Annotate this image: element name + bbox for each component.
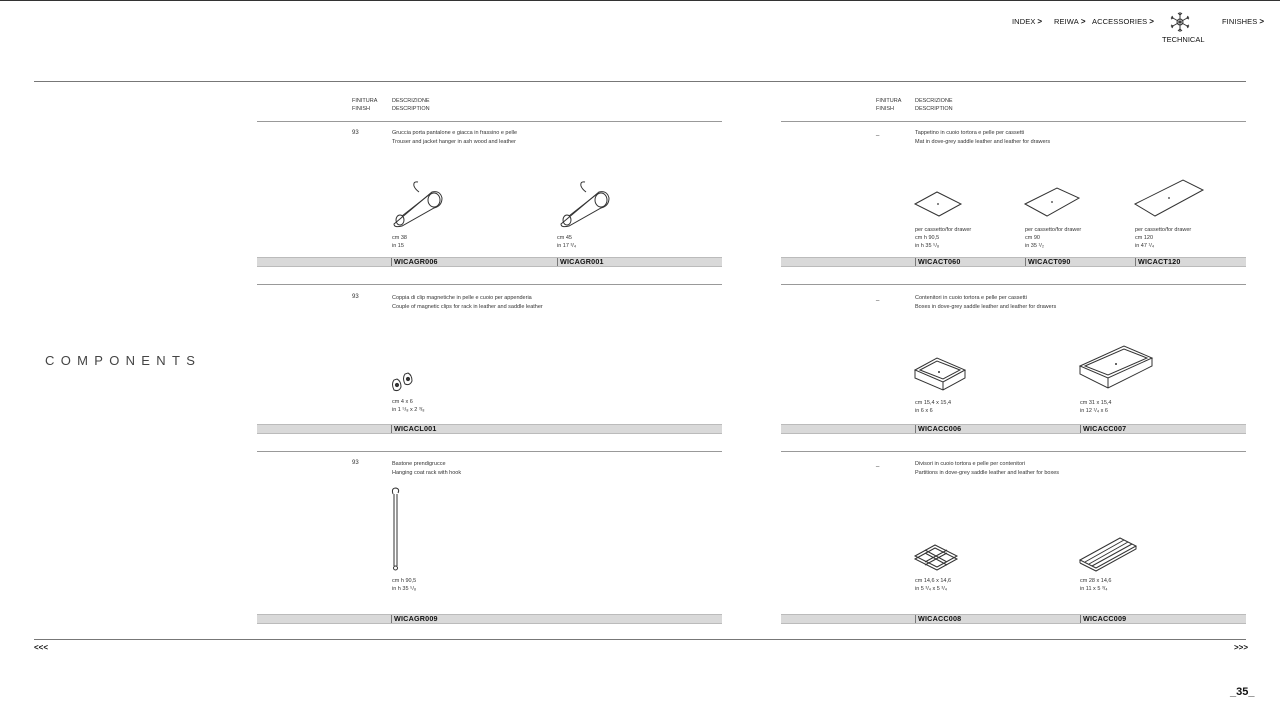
product-description bbox=[392, 294, 543, 311]
top-rule bbox=[34, 81, 1246, 82]
dimension-cm: cm 120 bbox=[1135, 235, 1154, 241]
section-divider bbox=[781, 284, 1246, 285]
chevron-right-icon: > bbox=[1037, 17, 1043, 26]
description-it: Bastone prendigrucce bbox=[392, 461, 446, 467]
dimension-cm: cm 45 bbox=[557, 235, 572, 241]
finish-code: _ bbox=[876, 295, 880, 301]
drawer-note: per cassetto/for drawer bbox=[1025, 227, 1082, 233]
dimensions bbox=[1080, 577, 1112, 593]
drawer-mat-illustration bbox=[913, 190, 963, 218]
drawer-note: per cassetto/for drawer bbox=[1135, 227, 1192, 233]
dimension-in: in 15 bbox=[392, 243, 404, 249]
nav-accessories-link[interactable] bbox=[1092, 17, 1154, 26]
finitura-label: FINITURA bbox=[876, 98, 902, 104]
box-illustration bbox=[1078, 344, 1154, 392]
dimension-in: in 6 x 6 bbox=[915, 408, 933, 414]
description-label: DESCRIPTION bbox=[915, 106, 953, 112]
product-code[interactable]: WICACC006 bbox=[915, 425, 961, 433]
finish-label: FINISH bbox=[876, 106, 895, 112]
dimension-in: in 17 ³/₄ bbox=[557, 243, 577, 249]
description-it: Tappetino in cuoio tortora e pelle per cassetti bbox=[915, 130, 1025, 136]
right-description-header bbox=[915, 97, 953, 113]
code-band bbox=[257, 424, 722, 434]
nav-reiwa-label: REIWA bbox=[1054, 17, 1079, 26]
product-description bbox=[915, 460, 1059, 477]
drawer-mat-illustration bbox=[1133, 178, 1205, 218]
dimension-in: in 5 ³/₄ x 5 ³/₄ bbox=[915, 586, 947, 592]
dimensions bbox=[915, 399, 951, 415]
partition-illustration bbox=[1078, 534, 1138, 574]
description-en: Mat in dove-grey saddle leather and leather for drawers bbox=[915, 138, 1051, 145]
section-divider bbox=[257, 451, 722, 452]
product-code[interactable]: WICACC007 bbox=[1080, 425, 1126, 433]
hanger-illustration bbox=[388, 180, 446, 230]
code-band bbox=[781, 424, 1246, 434]
chevron-right-icon: > bbox=[1259, 17, 1265, 26]
product-code[interactable]: WICACL001 bbox=[391, 425, 437, 433]
section-divider bbox=[781, 121, 1246, 122]
code-band bbox=[257, 257, 722, 267]
code-band bbox=[781, 614, 1246, 624]
nav-finishes-label: FINISHES bbox=[1222, 17, 1258, 26]
finish-code: 93 bbox=[352, 130, 359, 136]
section-title: COMPONENTS bbox=[45, 353, 202, 368]
dimensions bbox=[392, 398, 425, 414]
product-description bbox=[915, 129, 1050, 146]
section-divider bbox=[781, 451, 1246, 452]
page-number: _35_ bbox=[1230, 686, 1255, 698]
nav-technical-label[interactable]: TECHNICAL bbox=[1162, 35, 1205, 44]
description-it: Gruccia porta pantalone e giacca in frassino e pelle bbox=[392, 130, 518, 136]
dimension-cm: cm 28 x 14,6 bbox=[1080, 578, 1112, 584]
description-it: Coppia di clip magnetiche in pelle e cuoio per appenderia bbox=[392, 295, 532, 301]
coat-rack-illustration bbox=[389, 486, 401, 572]
product-description bbox=[392, 129, 517, 146]
descrizione-label: DESCRIZIONE bbox=[915, 98, 953, 104]
product-code[interactable]: WICACC009 bbox=[1080, 615, 1126, 623]
finish-code: 93 bbox=[352, 460, 359, 466]
page-number-value: 35 bbox=[1236, 686, 1249, 698]
dimensions bbox=[557, 234, 576, 250]
nav-reiwa-link[interactable] bbox=[1054, 17, 1086, 26]
product-code[interactable]: WICACT090 bbox=[1025, 258, 1071, 266]
description-it: Contenitori in cuoio tortora e pelle per cassetti bbox=[915, 295, 1027, 301]
dimension-in: in h 35 ⁵/₈ bbox=[915, 243, 940, 249]
description-en: Partitions in dove-grey saddle leather and leather for boxes bbox=[915, 469, 1060, 476]
description-en: Couple of magnetic clips for rack in leather and saddle leather bbox=[392, 303, 543, 310]
finitura-label: FINITURA bbox=[352, 98, 378, 104]
product-code[interactable]: WICAGR001 bbox=[557, 258, 604, 266]
dimension-in: in 12 ¹/₄ x 6 bbox=[1080, 408, 1108, 414]
product-code[interactable]: WICACT120 bbox=[1135, 258, 1181, 266]
finish-label: FINISH bbox=[352, 106, 371, 112]
code-band bbox=[257, 614, 722, 624]
product-code[interactable]: WICACT060 bbox=[915, 258, 961, 266]
dimensions bbox=[1025, 226, 1081, 250]
dimension-in: in 47 ¹/₄ bbox=[1135, 243, 1155, 249]
description-en: Boxes in dove-grey saddle leather and leather for drawers bbox=[915, 303, 1057, 310]
hanger-illustration bbox=[555, 180, 613, 230]
dimension-in: in 1 ⁵/₈ x 2 ³/₈ bbox=[392, 407, 425, 413]
left-finish-header bbox=[352, 97, 377, 113]
dimension-cm: cm 15,4 x 15,4 bbox=[915, 400, 952, 406]
dimension-in: in h 35 ⁵/₈ bbox=[392, 586, 417, 592]
dimensions bbox=[392, 234, 407, 250]
dimensions bbox=[1135, 226, 1191, 250]
left-description-header bbox=[392, 97, 430, 113]
description-en: Hanging coat rack with hook bbox=[392, 469, 462, 476]
chevron-right-icon: > bbox=[1080, 17, 1086, 26]
dimension-cm: cm 90 bbox=[1025, 235, 1040, 241]
section-divider bbox=[257, 121, 722, 122]
chevron-right-icon: > bbox=[1149, 17, 1155, 26]
drawer-mat-illustration bbox=[1023, 186, 1081, 218]
magnetic-clips-illustration bbox=[390, 370, 414, 392]
finish-code: 93 bbox=[352, 294, 359, 300]
dimension-in: in 11 x 5 ³/₄ bbox=[1080, 586, 1108, 592]
product-code[interactable]: WICACC008 bbox=[915, 615, 961, 623]
bottom-rule bbox=[34, 639, 1246, 640]
nav-index-link[interactable] bbox=[1012, 17, 1042, 26]
dimension-in: in 35 ¹/₂ bbox=[1025, 243, 1044, 249]
finish-code: _ bbox=[876, 130, 880, 136]
description-label: DESCRIPTION bbox=[392, 106, 430, 112]
nav-index-label: INDEX bbox=[1012, 17, 1036, 26]
dimension-cm: cm 31 x 15,4 bbox=[1080, 400, 1112, 406]
dimension-cm: cm 4 x 6 bbox=[392, 399, 413, 405]
top-border bbox=[0, 0, 1280, 1]
dimensions bbox=[1080, 399, 1112, 415]
product-description bbox=[915, 294, 1056, 311]
dimensions bbox=[392, 577, 416, 593]
dimensions bbox=[915, 577, 951, 593]
section-divider bbox=[257, 284, 722, 285]
product-code[interactable]: WICAGR009 bbox=[391, 615, 438, 623]
dimension-cm: cm 14,6 x 14,6 bbox=[915, 578, 952, 584]
description-en: Trouser and jacket hanger in ash wood and leather bbox=[392, 138, 516, 145]
product-code[interactable]: WICAGR006 bbox=[391, 258, 438, 266]
dimension-cm: cm h 90,5 bbox=[392, 578, 417, 584]
next-page-button[interactable]: >>> bbox=[1234, 643, 1249, 652]
prev-page-button[interactable]: <<< bbox=[34, 643, 49, 652]
partition-illustration bbox=[913, 540, 959, 572]
right-finish-header bbox=[876, 97, 901, 113]
drawer-note: per cassetto/for drawer bbox=[915, 227, 972, 233]
dimension-cm: cm 38 bbox=[392, 235, 407, 241]
description-it: Divisori in cuoio tortora e pelle per contenitori bbox=[915, 461, 1026, 467]
dimensions bbox=[915, 226, 971, 250]
nav-finishes-link[interactable] bbox=[1222, 17, 1264, 26]
dimension-cm: cm h 90,5 bbox=[915, 235, 940, 241]
nav-accessories-label: ACCESSORIES bbox=[1092, 17, 1148, 26]
finish-code: _ bbox=[876, 461, 880, 467]
product-description bbox=[392, 460, 461, 477]
box-illustration bbox=[913, 356, 967, 394]
descrizione-label: DESCRIZIONE bbox=[392, 98, 430, 104]
technical-icon[interactable] bbox=[1169, 11, 1191, 33]
